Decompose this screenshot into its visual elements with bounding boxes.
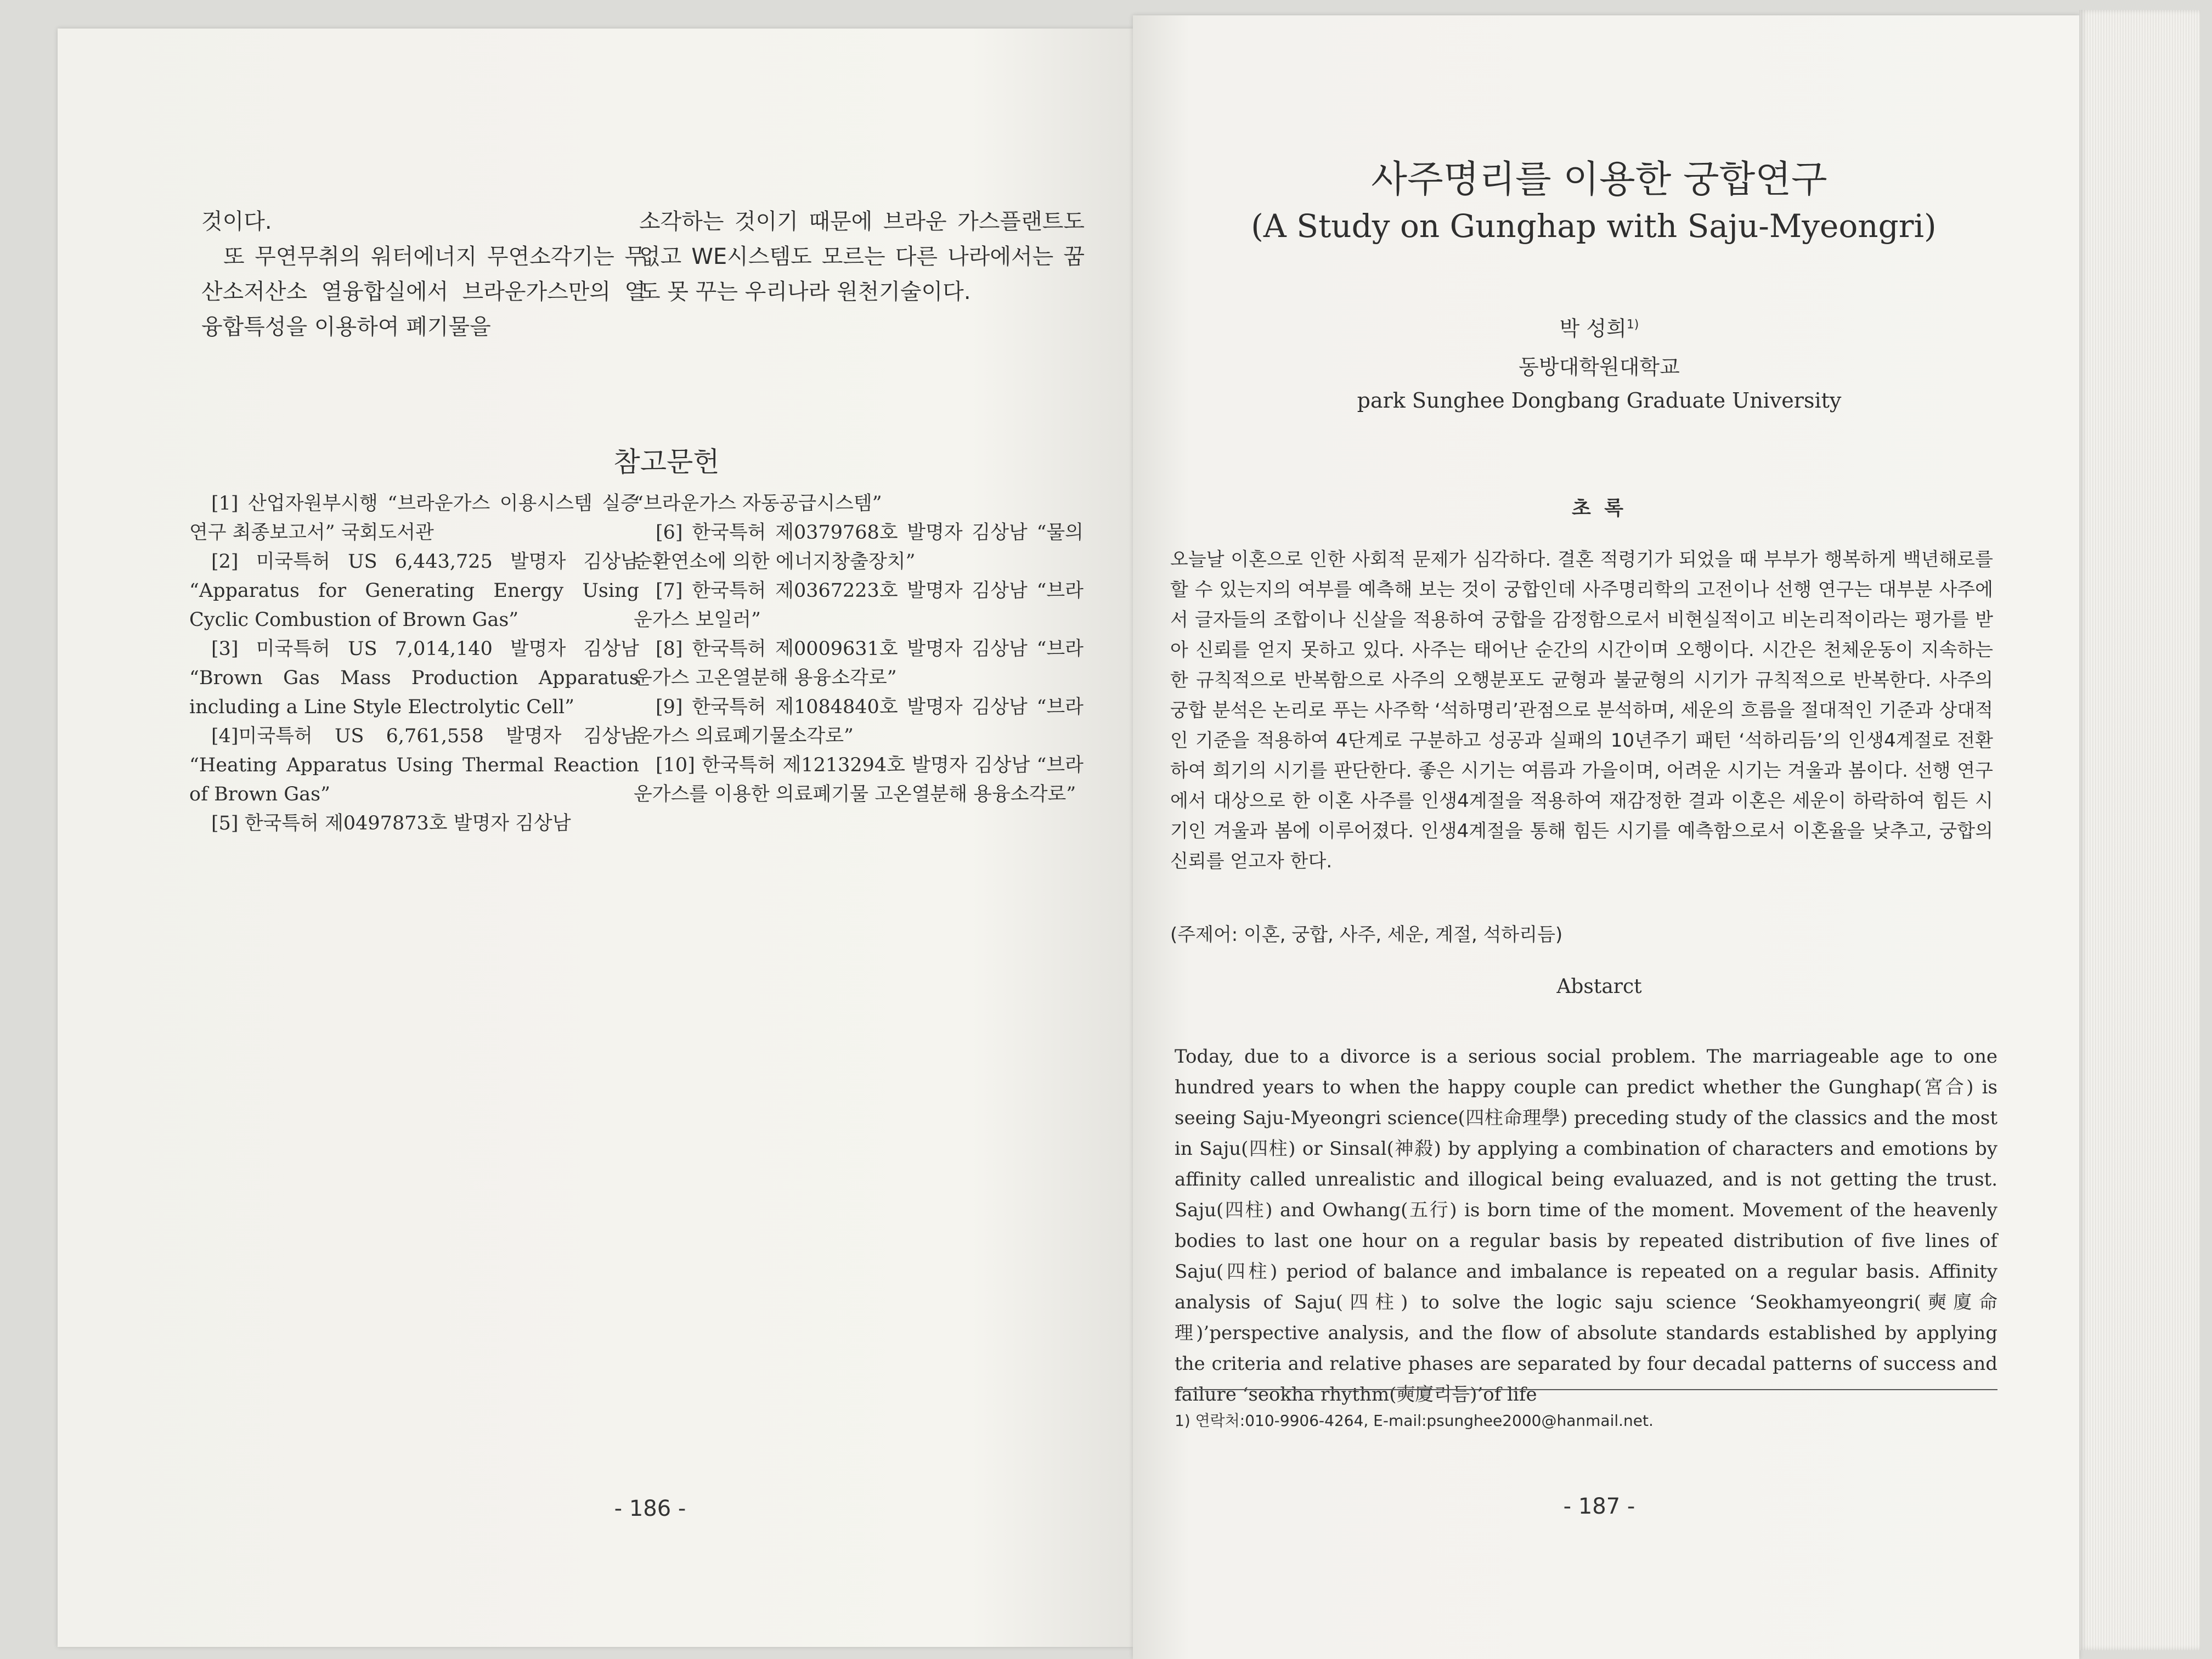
- footnote-rule: [1175, 1389, 1997, 1390]
- abstract-en-heading: Abstarct: [1556, 975, 1642, 998]
- page-number: - 186 -: [614, 1496, 686, 1521]
- references-heading: 참고문헌: [613, 446, 720, 478]
- left-column-2: [639, 204, 1085, 309]
- reference-item: [10] 한국특허 제1213294호 발명자 김상남 “브라운가스를 이용한 의료폐기물 고온열분해 용융소각로”: [634, 754, 1084, 805]
- left-column-1: [201, 204, 646, 345]
- abstract-ko: 오늘날 이혼으로 인한 사회적 문제가 심각하다. 결혼 적령기가 되었을 때 부부가 행복하게 백년해로를 할 수 있는지의 여부를 예측해 보는 것이 궁합인데 사주명리학의 고전이나 선행 연구는 대부분 사주에서 글자들의 조합이나 신살을 적용하여 궁합을 감정함으로서 비현실적이고 비논리적이라는 평가를 받아 신뢰를 얻지 못하고 있다. 사주는 태어난 순간의 시간이며 오행이다. 시간은 천체운동이 지속하는 한 규칙적으로 반복함으로 사주의 오행분포도 균형과 불균형의 시기가 규칙적으로 반복한다. 사주의 궁합 분석은 논리로 푸는 사주학 ‘석하명리’관점으로 분석하며, 세운의 흐름을 절대적인 기준과 상대적인 기준을 적용하여 4단계로 구분하고 성공과 실패의 10년주기 패턴 ‘석하리듬’의 인생4계절로 전환하여 희기의 시기를 판단한다. 좋은 시기는 여름과 가을이며, 어려운 시기는 겨울과 봄이다. 선행 연구에서 대상으로 한 이혼 사주를 인생4계절을 적용하여 재감정한 결과 이혼은 세운이 하락하여 힘든 시기인 겨울과 봄에 이루어졌다. 인생4계절을 통해 힘든 시기를 예측함으로서 이혼율을 낮추고, 궁합의 신뢰를 얻고자 한다.: [1170, 549, 1993, 872]
- keywords-ko: (주제어: 이혼, 궁합, 사주, 세운, 계절, 석하리듬): [1170, 924, 1563, 946]
- right-page: [1133, 15, 2079, 1659]
- footnote-mark: 1): [1626, 318, 1639, 332]
- paragraph: 것이다.: [201, 209, 272, 234]
- abstract-en: Today, due to a divorce is a serious social problem. The marriageable age to one hundred years to when the happy couple can predict whether the Gunghap(宮合) is seeing Saju-Myeongri science(四柱命理學) preceding study of the classics and the most in Saju(四柱) or Sinsal(神殺) by applying a combination of characters and emotions by affinity called unrealistic and illogical being evaluazed, and is not getting the trust. Saju(四柱) and Owhang(五行) is born time of the moment. Movement of the heavenly bodies to last one hour on a regular basis by repeated distribution of five lines of Saju(四柱) period of balance and imbalance is repeated on a regular basis. Affinity analysis of Saju(四柱) to solve the logic saju science ‘Seokhamyeongri(奭廈命理)’perspective analysis, and the flow of absolute standards established by applying the criteria and relative phases are separated by four decadal patterns of success and failure ‘seokha rhythm(奭廈리듬)’of life: [1175, 1046, 1997, 1406]
- affiliation-en: park Sunghee Dongbang Graduate University: [1357, 388, 1842, 413]
- reference-item: “브라운가스 자동공급시스템”: [634, 493, 882, 515]
- abstract-ko-heading: 초 록: [1571, 497, 1627, 520]
- paper-subtitle: (A Study on Gunghap with Saju-Myeongri): [1251, 207, 1937, 245]
- references-column-1: [189, 489, 639, 838]
- reference-item: [2] 미국특허 US 6,443,725 발명자 김상남 “Apparatus for Generating Energy Using Cyclic Combustion of Brown Gas”: [189, 551, 639, 631]
- author: 박 성희: [1559, 317, 1627, 341]
- left-page: [58, 29, 1133, 1647]
- author-name: [1380, 312, 1819, 342]
- reference-item: [1] 산업자원부시행 “브라운가스 이용시스템 실증연구 최종보고서” 국회도서관: [189, 493, 639, 544]
- reference-item: [6] 한국특허 제0379768호 발명자 김상남 “물의 순환연소에 의한 에너지창출장치”: [634, 522, 1084, 573]
- reference-item: [4]미국특허 US 6,761,558 발명자 김상남 “Heating Apparatus Using Thermal Reaction of Brown Gas”: [189, 725, 639, 805]
- reference-item: [7] 한국특허 제0367223호 발명자 김상남 “브라운가스 보일러”: [634, 580, 1084, 631]
- paper-title: 사주명리를 이용한 궁합연구: [1371, 158, 1827, 201]
- affiliation-ko: 동방대학원대학교: [1519, 355, 1680, 379]
- page-number: - 187 -: [1563, 1494, 1635, 1519]
- reference-item: [9] 한국특허 제1084840호 발명자 김상남 “브라운가스 의료폐기물소각로”: [634, 696, 1084, 747]
- footnote: 1) 연락처:010-9906-4264, E-mail:psunghee2000@hanmail.net.: [1175, 1412, 1654, 1430]
- page-edges: [2079, 10, 2200, 1650]
- reference-item: [3] 미국특허 US 7,014,140 발명자 김상남 “Brown Gas Mass Production Apparatus including a Line Style Electrolytic Cell”: [189, 638, 639, 718]
- reference-item: [8] 한국특허 제0009631호 발명자 김상남 “브라운가스 고온열분해 용융소각로”: [634, 638, 1084, 689]
- paragraph: 소각하는 것이기 때문에 브라운 가스플랜트도 없고 WE시스템도 모르는 다른 나라에서는 꿈도 못 꾸는 우리나라 원천기술이다.: [639, 209, 1085, 304]
- references-column-2: [634, 489, 1084, 809]
- paragraph: 또 무연무취의 워터에너지 무연소각기는 무산소저산소 열융합실에서 브라운가스만의 열융합특성을 이용하여 폐기물을: [201, 244, 646, 340]
- reference-item: [5] 한국특허 제0497873호 발명자 김상남: [211, 812, 571, 834]
